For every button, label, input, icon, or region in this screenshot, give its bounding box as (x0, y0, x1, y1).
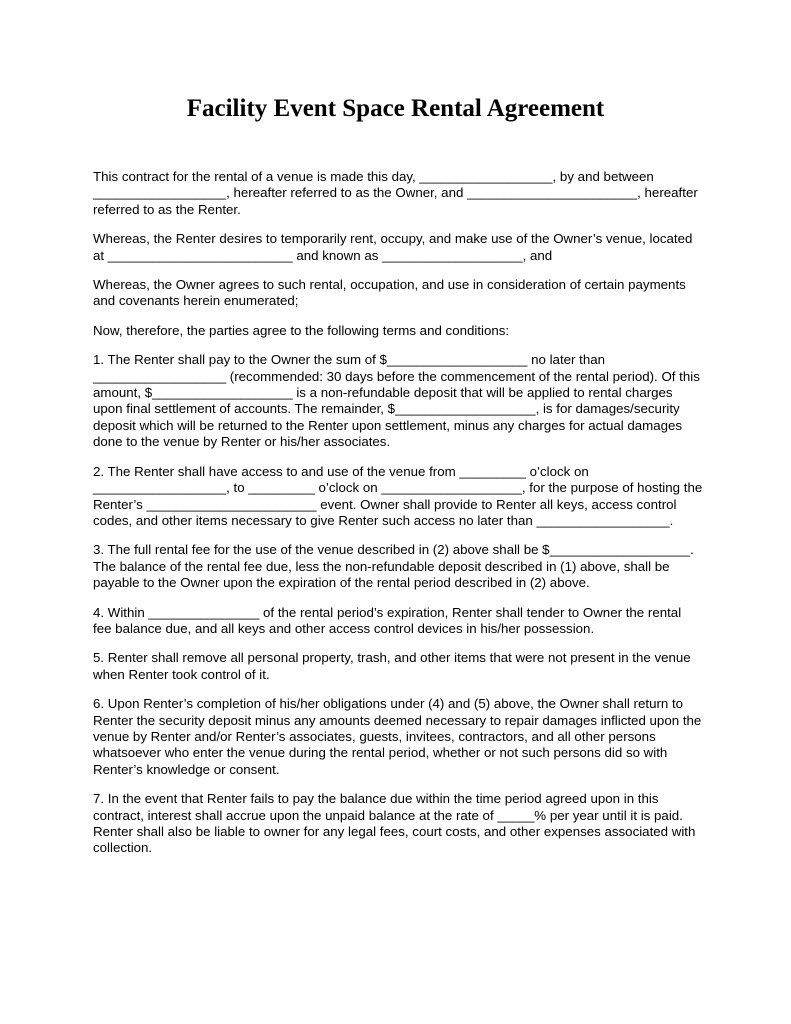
clause-1-payment: 1. The Renter shall pay to the Owner the sum of $___________________ no later than __________________ (recommended: 30 days before the commencement of the rental period). Of this amount, $___________________ is a non-refundable deposit that will be applied to rental charges upon final settlement of accounts. The remainder, $___________________, is for damages/security deposit which will be returned to the Renter upon settlement, minus any charges for actual damages done to the venue by Renter or his/her associates. (93, 352, 704, 450)
preamble-paragraph: This contract for the rental of a venue is made this day, __________________, by and between __________________, hereafter referred to as the Owner, and _______________________, hereafter referred to as the Renter. (93, 169, 702, 217)
whereas-owner-paragraph: Whereas, the Owner agrees to such rental, occupation, and use in consideration of certain payments and covenants herein enumerated; (93, 277, 690, 309)
clause-5-removal: 5. Renter shall remove all personal property, trash, and other items that were not present in the venue when Renter took control of it. (93, 650, 695, 682)
document-title: Facility Event Space Rental Agreement (186, 95, 605, 122)
clause-3-rental-fee: 3. The full rental fee for the use of the venue described in (2) above shall be $___________________. The balance of the rental fee due, less the non-refundable deposit described in (1) above, shall be payable to the Owner upon the expiration of the rental period described in (2) above. (93, 542, 698, 591)
clause-7-interest: 7. In the event that Renter fails to pay the balance due within the time period agreed upon in this contract, interest shall accrue upon the unpaid balance at the rate of _____% per year until it is paid. Renter shall also be liable to owner for any legal fees, court costs, and other expenses associated with collection. (93, 791, 700, 856)
agreement-body (93, 169, 706, 870)
clause-2-access: 2. The Renter shall have access to and use of the venue from _________ o’clock on __________________, to _________ o’clock on ___________________, for the purpose of hosting the Renter’s _______________________ event. Owner shall provide to Renter all keys, access control codes, and other items necessary to give Renter such access no later than __________________. (93, 463, 706, 528)
terms-intro-paragraph: Now, therefore, the parties agree to the following terms and conditions: (93, 322, 510, 338)
clause-4-balance-due: 4. Within _______________ of the rental period’s expiration, Renter shall tender to Owner the rental fee balance due, and all keys and other access control devices in his/her possession. (93, 604, 685, 636)
whereas-renter-paragraph: Whereas, the Renter desires to temporarily rent, occupy, and make use of the Owner’s venue, located at _________________________ and known as ___________________, and (93, 231, 697, 263)
clause-6-security-deposit: 6. Upon Renter’s completion of his/her obligations under (4) and (5) above, the Owner shall return to Renter the security deposit minus any amounts deemed necessary to repair damages inflicted upon the venue by Renter and/or Renter’s associates, guests, invitees, contractors, and all other persons whatsoever who enter the venue during the rental period, whether or not such persons did so with Renter’s knowledge or consent. (93, 696, 706, 777)
